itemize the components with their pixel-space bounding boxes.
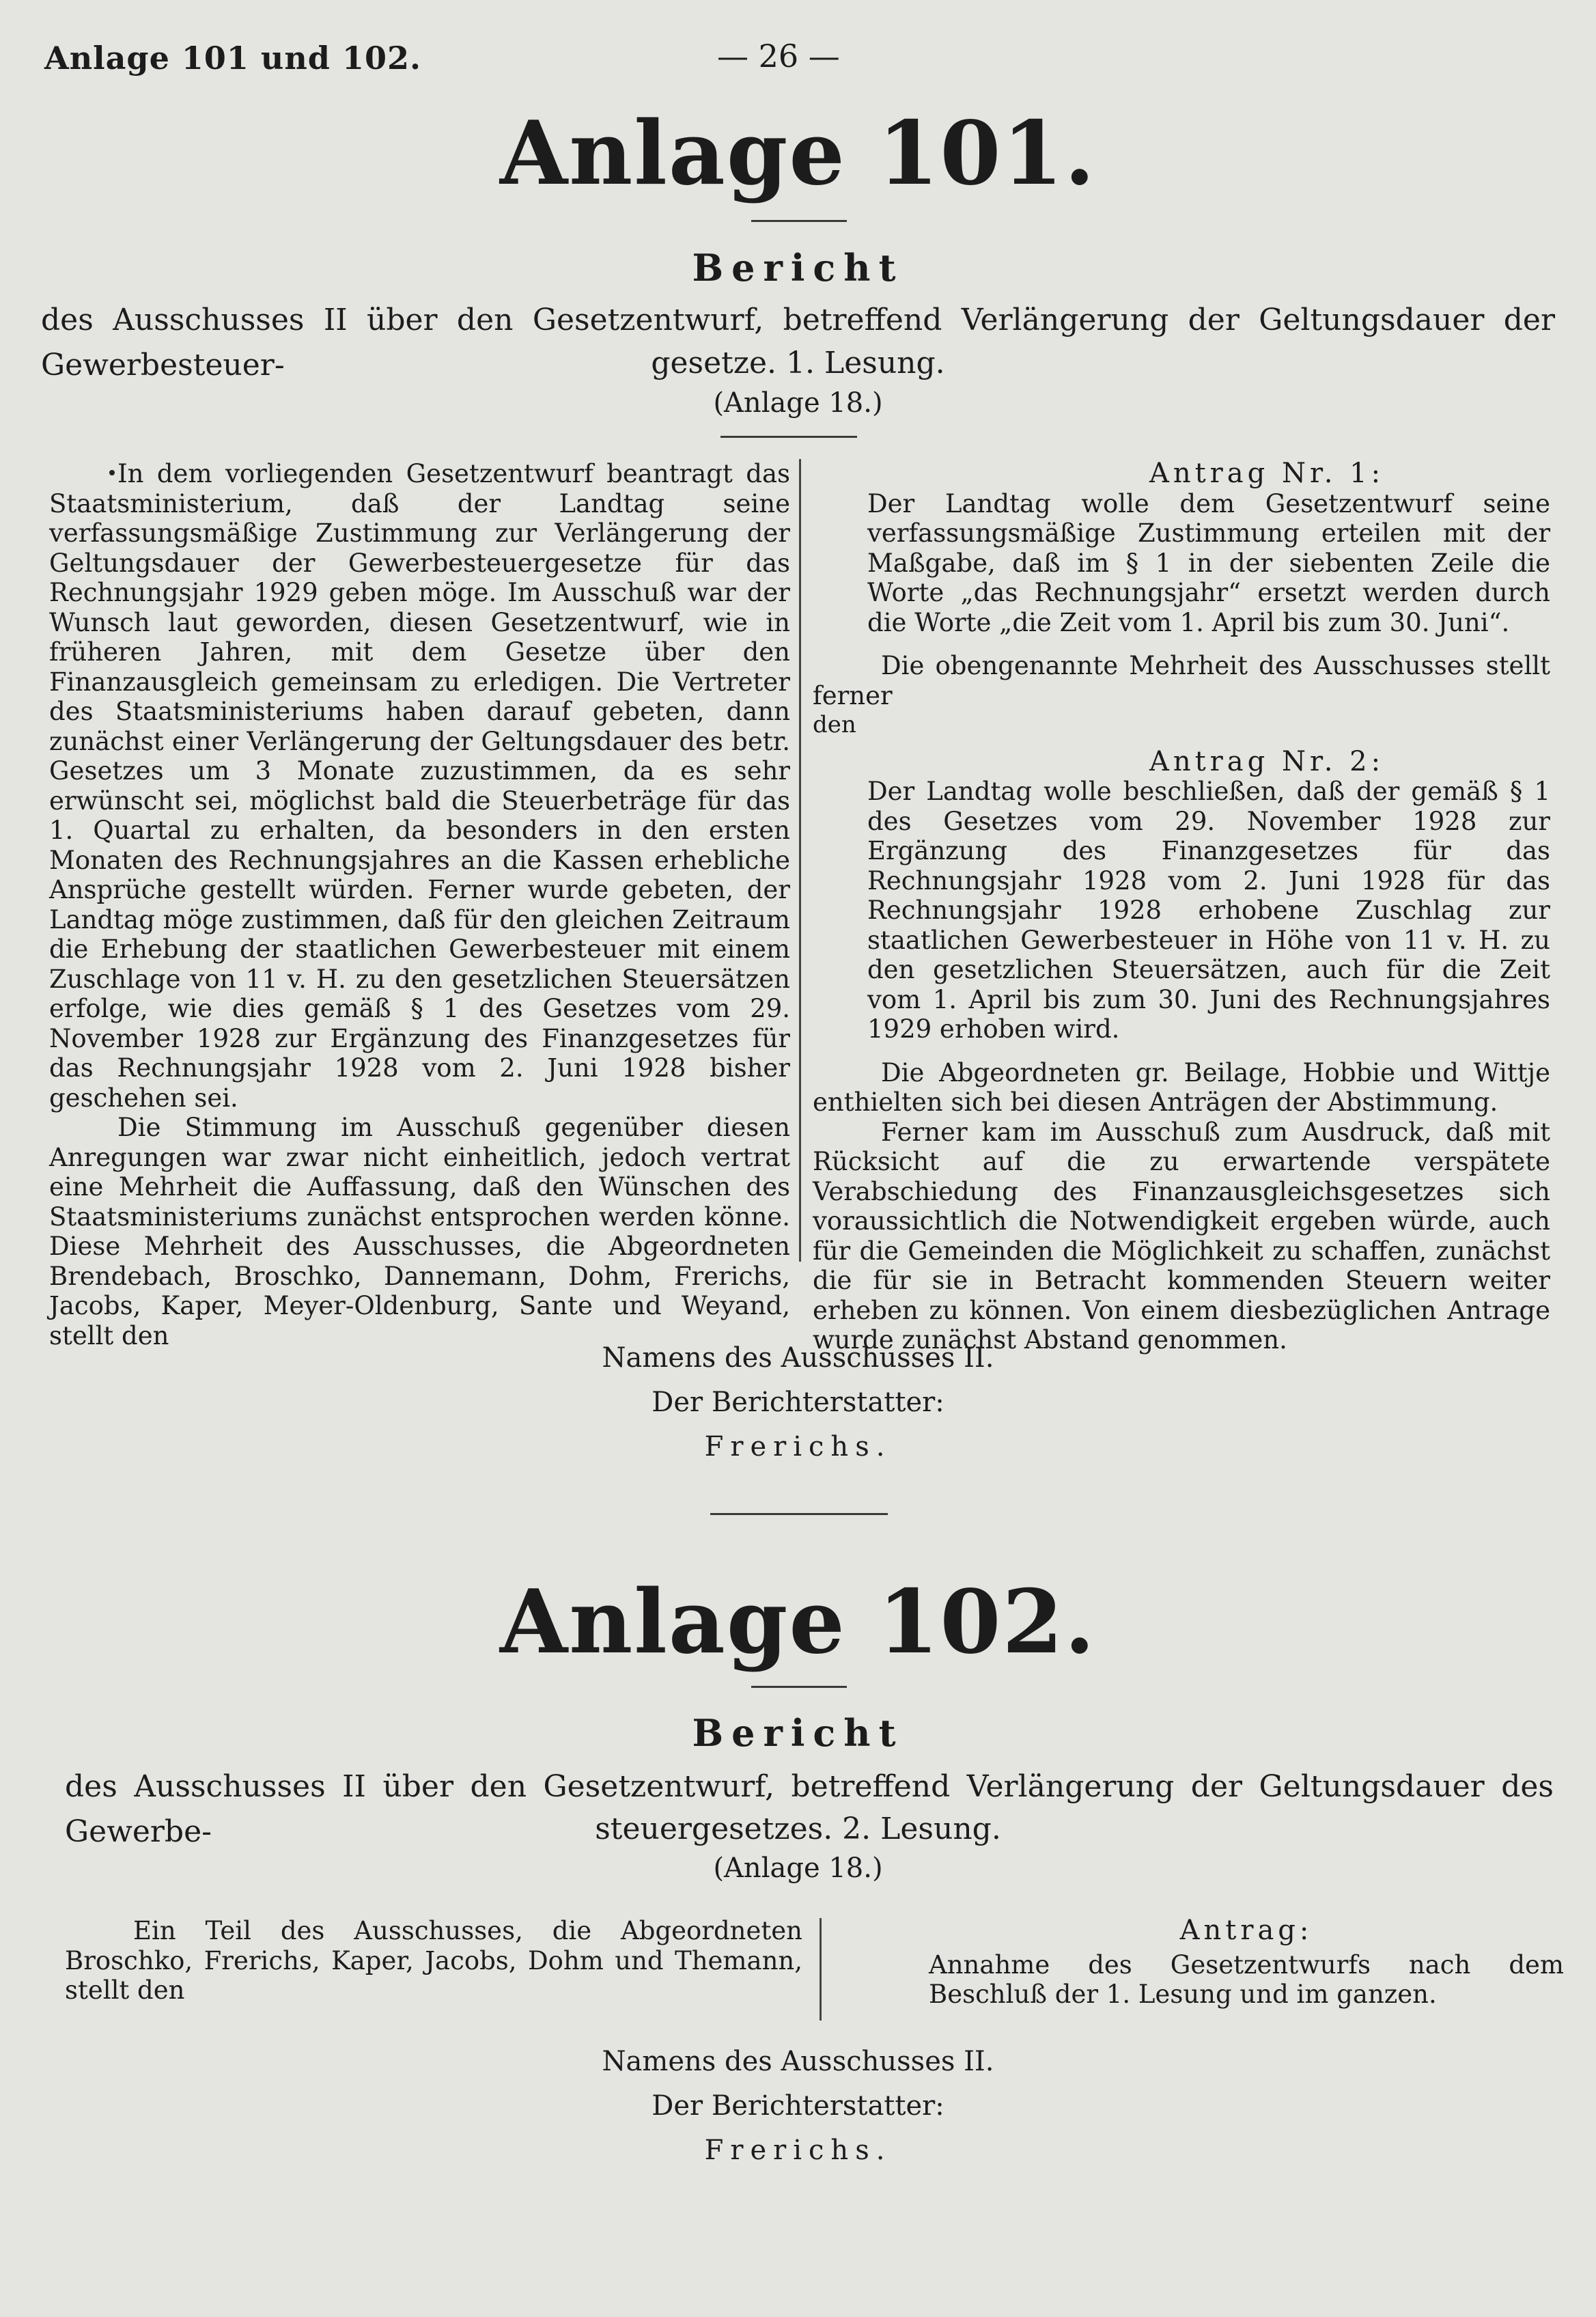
- anlage-101-subtitle-line2: gesetze. 1. Lesung.: [651, 346, 945, 380]
- anlage-102-title: Anlage 102.: [499, 1571, 1097, 1674]
- section-separator: [710, 1513, 888, 1515]
- anlage-101-reference: (Anlage 18.): [713, 387, 883, 419]
- anlage-102-signature-line1: Namens des Ausschusses II.: [602, 2046, 994, 2077]
- paragraph: Ferner kam im Ausschuß zum Ausdruck, daß mit Rücksicht auf die zu erwartende verspätete Verabschiedung des Finanzausgleichsgesetzes sich voraussichtlich die Notwendigkeit ergeben würde, auch für die Gemeinden die Möglichkeit zu schaffen, zunächst die für sie in Betracht kommenden Steuern weiter erheben zu können. Von einem diesbezüglichen Antrage wurde zunächst Abstand genommen.: [813, 1117, 1550, 1355]
- anlage-101-title: Anlage 101.: [499, 102, 1097, 205]
- antrag-2-text: Der Landtag wolle beschließen, daß der gemäß § 1 des Gesetzes vom 29. November 1928 zur Ergänzung des Finanzgesetzes für das Rechnungsjahr 1928 vom 2. Juni 1928 für das Rechnungsjahr 1928 erhobene Zuschlag zur staatlichen Gewerbesteuer in Höhe von 11 v. H. zu den gesetzlichen Steuersätzen, auch für die Zeit vom 1. April bis zum 30. Juni des Rechnungsjahres 1929 erhoben wird.: [867, 777, 1550, 1044]
- majority-text: Die obengenannte Mehrheit des Ausschusses stellt ferner: [813, 651, 1550, 710]
- anlage-101-bericht-heading: Bericht: [692, 246, 904, 290]
- paragraph: In dem vorliegenden Gesetzentwurf beantragt das Staatsministerium, daß der Landtag seine verfassungsmäßige Zustimmung zur Verlängerung der Geltungsdauer der Gewerbesteuergesetze für das Rechnungsjahr 1929 geben möge. Im Ausschuß war der Wunsch laut geworden, diesen Gesetzentwurf, wie in früheren Jahren, mit dem Gesetze über den Finanzausgleich gemeinsam zu erledigen. Die Vertreter des Staatsministeriums haben darauf gebeten, dann zunächst einer Verlängerung der Geltungsdauer des betr. Gesetzes um 3 Monate zuzustimmen, da es sehr erwünscht sei, möglichst bald die Steuerbeträge für das 1. Quartal zu erhalten, da besonders in den ersten Monaten des Rechnungsjahres an die Kassen erhebliche Ansprüche gestellt würden. Ferner wurde gebeten, der Landtag möge zustimmen, daß für den gleichen Zeitraum die Erhebung der staatlichen Gewerbesteuer mit einem Zuschlage von 11 v. H. zu den gesetzlichen Steuersätzen erfolge, wie dies gemäß § 1 des Gesetzes vom 29. November 1928 zur Ergänzung des Finanzgesetzes für das Rechnungsjahr 1928 vom 2. Juni 1928 bisher geschehen sei.: [49, 459, 790, 1113]
- title-rule: [751, 1686, 847, 1688]
- anlage-101-signature-line1: Namens des Ausschusses II.: [602, 1342, 994, 1374]
- page-number: — 26 —: [717, 38, 840, 74]
- paragraph: Die Abgeordneten gr. Beilage, Hobbie und Wittje enthielten sich bei diesen Anträgen der Abstimmung.: [813, 1057, 1550, 1117]
- den-label: den: [813, 711, 856, 738]
- anlage-102-subtitle-line1: des Ausschusses II über den Gesetzentwurf, betreffend Verlängerung der Geltungsdauer des Gewerbe-: [65, 1769, 1554, 1849]
- anlage-102-left-column: [65, 1916, 802, 2006]
- anlage-102-subtitle-line2: steuergesetzes. 2. Lesung.: [595, 1812, 1001, 1846]
- running-title: Anlage 101 und 102.: [44, 40, 421, 77]
- antrag-heading: Antrag:: [1179, 1915, 1313, 1946]
- antrag-2-heading: Antrag Nr. 2:: [1149, 745, 1385, 777]
- antrag-1-text: Der Landtag wolle dem Gesetzentwurf seine verfassungsmäßige Zustimmung erteilen mit der Maßgabe, daß im § 1 in der siebenten Zeile die Worte „das Rechnungsjahr“ ersetzt werden durch die Worte „die Zeit vom 1. April bis zum 30. Juni“.: [867, 488, 1550, 637]
- antrag-1-heading: Antrag Nr. 1:: [1149, 458, 1385, 489]
- anlage-101-signature-line2: Der Berichterstatter:: [652, 1387, 944, 1418]
- anlage-102-bericht-heading: Bericht: [692, 1711, 904, 1755]
- anlage-102-signature-name: Frerichs.: [704, 2135, 892, 2166]
- anlage-101-left-column: [49, 459, 790, 1350]
- paragraph: Die Stimmung im Ausschuß gegenüber diesen Anregungen war zwar nicht einheitlich, jedoch vertrat eine Mehrheit die Auffassung, daß den Wünschen des Staatsministeriums zunächst entsprochen werden könne. Diese Mehrheit des Ausschusses, die Abgeordneten Brendebach, Broschko, Dannemann, Dohm, Frerichs, Jacobs, Kaper, Meyer-Oldenburg, Sante und Weyand, stellt den: [49, 1113, 790, 1350]
- anlage-102-signature-line2: Der Berichterstatter:: [652, 2090, 944, 2122]
- anlage-102-reference: (Anlage 18.): [713, 1853, 883, 1884]
- anlage-101-subtitle-line1: des Ausschusses II über den Gesetzentwurf, betreffend Verlängerung der Geltungsdauer der Gewerbesteuer-: [41, 303, 1555, 383]
- antrag-text: Annahme des Gesetzentwurfs nach dem Beschluß der 1. Lesung und im ganzen.: [929, 1950, 1564, 2009]
- anlage-101-right-column: [813, 459, 1550, 1355]
- anlage-102-right-column: [840, 1916, 1564, 2010]
- reference-rule: [720, 436, 857, 438]
- paragraph: Ein Teil des Ausschusses, die Abgeordneten Broschko, Frerichs, Kaper, Jacobs, Dohm und Themann, stellt den: [65, 1916, 802, 2005]
- anlage-101-signature-name: Frerichs.: [704, 1431, 892, 1462]
- title-rule: [751, 220, 847, 222]
- column-divider: [799, 459, 801, 1262]
- column-divider: [820, 1918, 822, 2021]
